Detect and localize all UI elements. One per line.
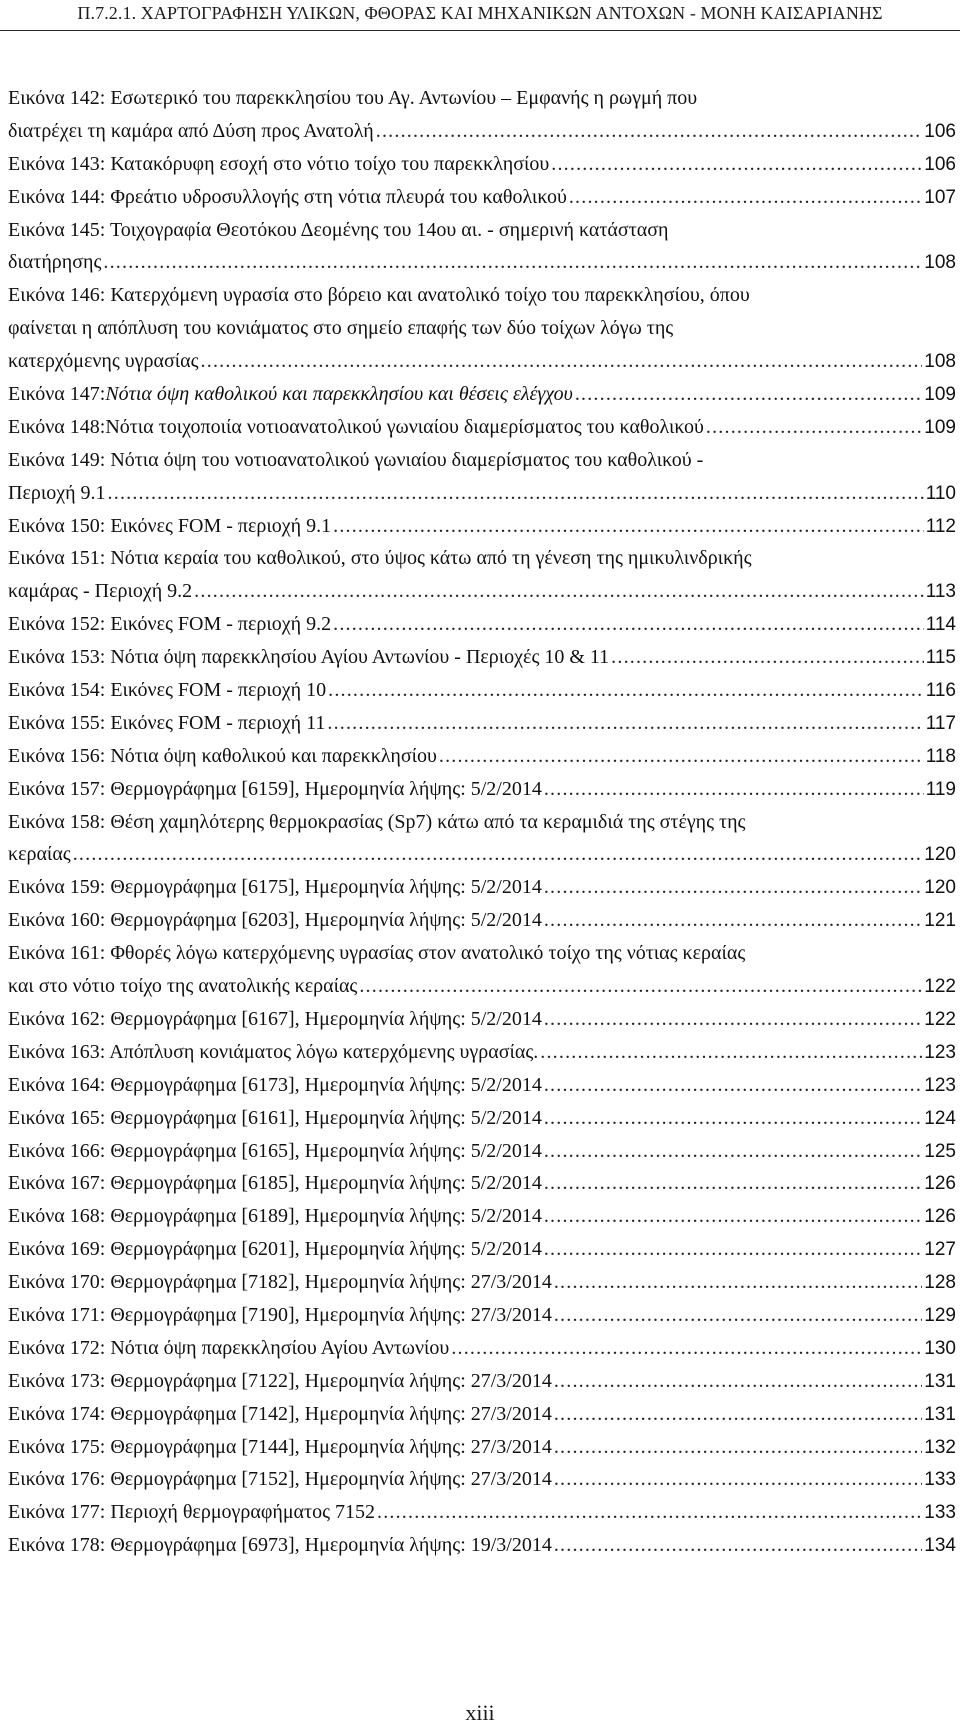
dot-leader [544,1233,922,1266]
toc-entry-text: Εικόνα 145: Τοιχογραφία Θεοτόκου Δεομένης του 14ου αι. - σημερινή κατάσταση [8,218,669,241]
toc-entry-text: Εικόνα 172: Νότια όψη παρεκκλησίου Αγίου Αντωνίου [8,1336,450,1359]
running-header: Π.7.2.1. ΧΑΡΤΟΓΡΑΦΗΣΗ ΥΛΙΚΩΝ, ΦΘΟΡΑΣ ΚΑΙ ΜΗΧΑΝΙΚΩΝ ΑΝΤΟΧΩΝ - ΜΟΝΗ ΚΑΙΣΑΡΙΑΝΗΣ [77,3,883,23]
toc-entry-text: καμάρας - Περιοχή 9.2 [8,580,193,603]
toc-entry[interactable] [8,378,956,411]
toc-page-number[interactable]: 119 [925,778,956,800]
toc-entry-text: Εικόνα 174: Θερμογράφημα [7142], Ημερομηνία λήψης: 27/3/2014 [8,1402,552,1425]
toc-entry-last-line [8,575,956,608]
toc-entry[interactable] [8,1463,956,1496]
dot-leader [554,1398,922,1431]
toc-entry-last-line [8,1463,956,1496]
toc-entry[interactable] [8,904,956,937]
toc-entry[interactable] [8,608,956,641]
toc-entry-text: φαίνεται η απόπλυση του κονιάματος στο σημείο επαφής των δύο τοίχων λόγω της [8,317,674,340]
toc-entry-italic-text: Νότια όψη καθολικού και παρεκκλησίου και θέσεις ελέγχου [105,383,573,406]
toc-page-number[interactable]: 126 [924,1173,956,1195]
toc-entry-last-line [8,1036,956,1069]
toc-page-number[interactable]: 114 [925,614,956,636]
toc-entry-text: Εικόνα 165: Θερμογράφημα [6161], Ημερομηνία λήψης: 5/2/2014 [8,1106,542,1129]
toc-page-number[interactable]: 132 [924,1436,956,1458]
toc-page-number[interactable]: 118 [925,745,956,767]
toc-page-number[interactable]: 133 [924,1469,956,1491]
dot-leader [544,1069,922,1102]
toc-entry-line [8,542,956,575]
dot-leader [544,1135,922,1168]
dot-leader [333,510,924,543]
toc-entry-text: κατερχόμενης υγρασίας [8,350,199,373]
toc-entry-text: Εικόνα 152: Εικόνες FOM - περιοχή 9.2 [8,613,332,636]
toc-entry-last-line [8,970,956,1003]
toc-entry[interactable] [8,1266,956,1299]
dot-leader [551,148,922,181]
toc-page-number[interactable]: 106 [924,153,956,175]
toc-entry-text: Εικόνα 163: Απόπλυση κονιάματος λόγω κατερχόμενης υγρασίας. [8,1040,539,1063]
toc-entry[interactable] [8,806,956,872]
toc-page-number[interactable]: 109 [924,416,956,438]
toc-entry-last-line [8,411,956,444]
toc-entry[interactable] [8,181,956,214]
dot-leader [327,707,923,740]
toc-entry-last-line [8,871,956,904]
toc-entry[interactable] [8,1398,956,1431]
toc-entry-last-line [8,115,956,148]
toc-entry-last-line [8,740,956,773]
toc-entry-last-line [8,1135,956,1168]
toc-page-number[interactable]: 108 [924,252,956,274]
toc-page-number[interactable]: 116 [925,680,956,702]
toc-entry-text: Εικόνα 178: Θερμογράφημα [6973], Ημερομηνία λήψης: 19/3/2014 [8,1534,552,1557]
toc-entry-text: Εικόνα 170: Θερμογράφημα [7182], Ημερομηνία λήψης: 27/3/2014 [8,1271,552,1294]
toc-entry-text: Εικόνα 169: Θερμογράφημα [6201], Ημερομηνία λήψης: 5/2/2014 [8,1238,542,1261]
toc-entry-last-line [8,1200,956,1233]
toc-page-number[interactable]: 127 [924,1239,956,1261]
dot-leader [544,1102,922,1135]
toc-page-number[interactable]: 133 [924,1502,956,1524]
toc-entry[interactable] [8,773,956,806]
toc-entry-text: Εικόνα 147: [8,383,106,406]
toc-entry-line [8,279,956,312]
dot-leader [554,1529,922,1562]
toc-entry-last-line [8,345,956,378]
dot-leader [376,115,923,148]
toc-entry-last-line [8,181,956,214]
toc-entry-last-line [8,1266,956,1299]
toc-entry[interactable] [8,1431,956,1464]
dot-leader [544,871,922,904]
toc-entry-last-line [8,1233,956,1266]
toc-entry[interactable] [8,510,956,543]
toc-entry-last-line [8,378,956,411]
toc-page-number[interactable]: 122 [924,976,956,998]
toc-page-number[interactable]: 110 [925,482,956,504]
toc-entry-last-line [8,1398,956,1431]
toc-entry-text: κεραίας [8,843,71,866]
toc-entry-last-line [8,773,956,806]
dot-leader [554,1365,922,1398]
dot-leader [554,1431,922,1464]
toc-page-number[interactable]: 115 [925,647,956,669]
toc-page-number[interactable]: 126 [924,1206,956,1228]
toc-entry-text: Εικόνα 160: Θερμογράφημα [6203], Ημερομηνία λήψης: 5/2/2014 [8,909,542,932]
toc-page-number[interactable]: 131 [924,1370,956,1392]
dot-leader [554,1299,922,1332]
toc-page-number[interactable]: 134 [924,1535,956,1557]
toc-entry-last-line [8,1003,956,1036]
toc-page-number[interactable]: 120 [924,877,956,899]
toc-entry[interactable] [8,1299,956,1332]
toc-entry-last-line [8,1167,956,1200]
toc-entry[interactable] [8,740,956,773]
toc-entry-last-line [8,641,956,674]
toc-entry[interactable] [8,1135,956,1168]
toc-entry-text: Εικόνα 153: Νότια όψη παρεκκλησίου Αγίου Αντωνίου - Περιοχές 10 & 11 [8,646,610,669]
toc-entry-text: διατρέχει τη καμάρα από Δύση προς Ανατολή [8,119,374,142]
dot-leader [439,740,924,773]
toc-page-number[interactable]: 108 [924,351,956,373]
toc-entry-last-line [8,1496,956,1529]
toc-entry-last-line [8,1431,956,1464]
toc-entry-text: Εικόνα 146: Κατερχόμενη υγρασία στο βόρειο και ανατολικό τοίχο του παρεκκλησίου, όπου [8,284,750,307]
dot-leader [333,608,924,641]
toc-entry[interactable] [8,82,956,148]
toc-page-number[interactable]: 121 [924,910,956,932]
toc-entry-text: Εικόνα 157: Θερμογράφημα [6159], Ημερομηνία λήψης: 5/2/2014 [8,777,542,800]
toc-entry[interactable] [8,871,956,904]
toc-page-number[interactable]: 124 [924,1107,956,1129]
toc-entry[interactable] [8,674,956,707]
toc-entry-text: Εικόνα 150: Εικόνες FOM - περιοχή 9.1 [8,514,332,537]
toc-entry-text: Εικόνα 159: Θερμογράφημα [6175], Ημερομηνία λήψης: 5/2/2014 [8,876,542,899]
toc-entry-text: Εικόνα 149: Νότια όψη του νοτιοανατολικού γωνιαίου διαμερίσματος του καθολικού - [8,448,704,471]
toc-entry-text: Εικόνα 162: Θερμογράφημα [6167], Ημερομηνία λήψης: 5/2/2014 [8,1007,542,1030]
toc-entry-text: Εικόνα 171: Θερμογράφημα [7190], Ημερομηνία λήψης: 27/3/2014 [8,1303,552,1326]
toc-entry[interactable] [8,1496,956,1529]
toc-entry[interactable] [8,444,956,510]
toc-entry-last-line [8,707,956,740]
toc-page-number[interactable]: 123 [924,1041,956,1063]
toc-page-number[interactable]: 113 [925,581,956,603]
toc-page-number[interactable]: 107 [924,186,956,208]
toc-entry-text: Εικόνα 156: Νότια όψη καθολικού και παρεκκλησίου [8,744,437,767]
toc-entry[interactable] [8,707,956,740]
toc-entry-text: Εικόνα 168: Θερμογράφημα [6189], Ημερομηνία λήψης: 5/2/2014 [8,1205,542,1228]
dot-leader [611,641,924,674]
toc-page-number[interactable]: 129 [924,1304,956,1326]
toc-entry-last-line [8,1529,956,1562]
toc-entry[interactable] [8,1069,956,1102]
toc-entry[interactable] [8,937,956,1003]
dot-leader [544,1003,922,1036]
toc-entry-text: Εικόνα 167: Θερμογράφημα [6185], Ημερομηνία λήψης: 5/2/2014 [8,1172,542,1195]
toc-entry-text: Εικόνα 148:Νότια τοιχοποιία νοτιοανατολικού γωνιαίου διαμερίσματος του καθολικού [8,415,704,438]
toc-entry-last-line [8,1299,956,1332]
toc-entry[interactable] [8,1102,956,1135]
dot-leader [544,773,924,806]
dot-leader [359,970,922,1003]
toc-entry-text: Περιοχή 9.1 [8,481,106,504]
toc-entry[interactable] [8,1332,956,1365]
toc-entry-last-line [8,1365,956,1398]
toc-entry-line [8,82,956,115]
toc-entry-text: Εικόνα 177: Περιοχή θερμογραφήματος 7152 [8,1501,375,1524]
dot-leader [540,1036,922,1069]
toc-entry[interactable] [8,214,956,280]
toc-page-number[interactable]: 120 [924,844,956,866]
toc-page-number[interactable]: 117 [925,712,956,734]
dot-leader [554,1266,922,1299]
dot-leader [103,246,922,279]
dot-leader [544,904,922,937]
toc-entry-text: Εικόνα 164: Θερμογράφημα [6173], Ημερομηνία λήψης: 5/2/2014 [8,1073,542,1096]
dot-leader [544,1167,922,1200]
toc-page-number[interactable]: 106 [924,120,956,142]
toc-entry[interactable] [8,279,956,378]
toc-entry[interactable] [8,411,956,444]
toc-entry-text: και στο νότιο τοίχο της ανατολικής κεραίας [8,975,358,998]
dot-leader [554,1463,922,1496]
toc-page-number[interactable]: 109 [924,384,956,406]
toc-entry[interactable] [8,1200,956,1233]
toc-page-number[interactable]: 112 [925,515,956,537]
toc-entry-last-line [8,674,956,707]
toc-entry-line [8,312,956,345]
toc-page-number[interactable]: 123 [924,1074,956,1096]
toc-entry[interactable] [8,542,956,608]
toc-page-number[interactable]: 131 [924,1403,956,1425]
toc-entry-last-line [8,608,956,641]
dot-leader [73,838,923,871]
toc-entry[interactable] [8,1529,956,1562]
toc-page-number[interactable]: 122 [924,1008,956,1030]
toc-entry-text: Εικόνα 175: Θερμογράφημα [7144], Ημερομηνία λήψης: 27/3/2014 [8,1435,552,1458]
toc-entry-text: Εικόνα 142: Εσωτερικό του παρεκκλησίου του Αγ. Αντωνίου – Εμφανής η ρωγμή που [8,87,698,109]
dot-leader [328,674,924,707]
toc-entry[interactable] [8,1365,956,1398]
dot-leader [194,575,924,608]
toc-entry-text: Εικόνα 155: Εικόνες FOM - περιοχή 11 [8,711,326,734]
list-of-figures [8,82,956,1562]
toc-entry-last-line [8,1102,956,1135]
header-rule [0,30,960,31]
dot-leader [575,378,922,411]
toc-entry[interactable] [8,1167,956,1200]
dot-leader [706,411,922,444]
toc-entry-text: Εικόνα 176: Θερμογράφημα [7152], Ημερομηνία λήψης: 27/3/2014 [8,1468,552,1491]
toc-entry-last-line [8,246,956,279]
toc-page-number[interactable]: 130 [924,1337,956,1359]
toc-entry[interactable] [8,148,956,181]
toc-entry-text: Εικόνα 158: Θέση χαμηλότερης θερμοκρασίας (Sp7) κάτω από τα κεραμιδιά της στέγης της [8,810,746,833]
toc-entry-text: Εικόνα 144: Φρεάτιο υδροσυλλογής στη νότια πλευρά του καθολικού [8,185,567,208]
toc-page-number[interactable]: 125 [924,1140,956,1162]
toc-entry-last-line [8,1332,956,1365]
toc-entry-text: Εικόνα 161: Φθορές λόγω κατερχόμενης υγρασίας στον ανατολικό τοίχο της νότιας κεραίας [8,942,746,965]
toc-entry-text: Εικόνα 173: Θερμογράφημα [7122], Ημερομηνία λήψης: 27/3/2014 [8,1369,552,1392]
dot-leader [544,1200,922,1233]
toc-entry-line [8,937,956,970]
toc-entry-text: Εικόνα 143: Κατακόρυφη εσοχή στο νότιο τοίχο του παρεκκλησίου [8,152,550,175]
toc-entry-text: Εικόνα 151: Νότια κεραία του καθολικού, στο ύψος κάτω από τη γένεση της ημικυλινδρικής [8,547,752,570]
toc-entry-text: Εικόνα 154: Εικόνες FOM - περιοχή 10 [8,679,327,702]
toc-entry[interactable] [8,1036,956,1069]
toc-entry[interactable] [8,1003,956,1036]
toc-entry-last-line [8,477,956,510]
dot-leader [108,477,924,510]
toc-entry-line [8,806,956,839]
dot-leader [451,1332,922,1365]
toc-entry-line [8,444,956,477]
toc-entry-last-line [8,1069,956,1102]
toc-entry[interactable] [8,641,956,674]
toc-page-number[interactable]: 128 [924,1272,956,1294]
toc-entry-last-line [8,148,956,181]
toc-entry-text: Εικόνα 166: Θερμογράφημα [6165], Ημερομηνία λήψης: 5/2/2014 [8,1139,542,1162]
dot-leader [569,181,922,214]
toc-entry-line [8,214,956,247]
toc-entry-last-line [8,510,956,543]
page-number: xiii [465,1700,495,1725]
toc-entry-last-line [8,904,956,937]
toc-entry-text: διατήρησης [8,251,102,274]
dot-leader [377,1496,922,1529]
toc-entry[interactable] [8,1233,956,1266]
dot-leader [201,345,923,378]
toc-entry-last-line [8,838,956,871]
